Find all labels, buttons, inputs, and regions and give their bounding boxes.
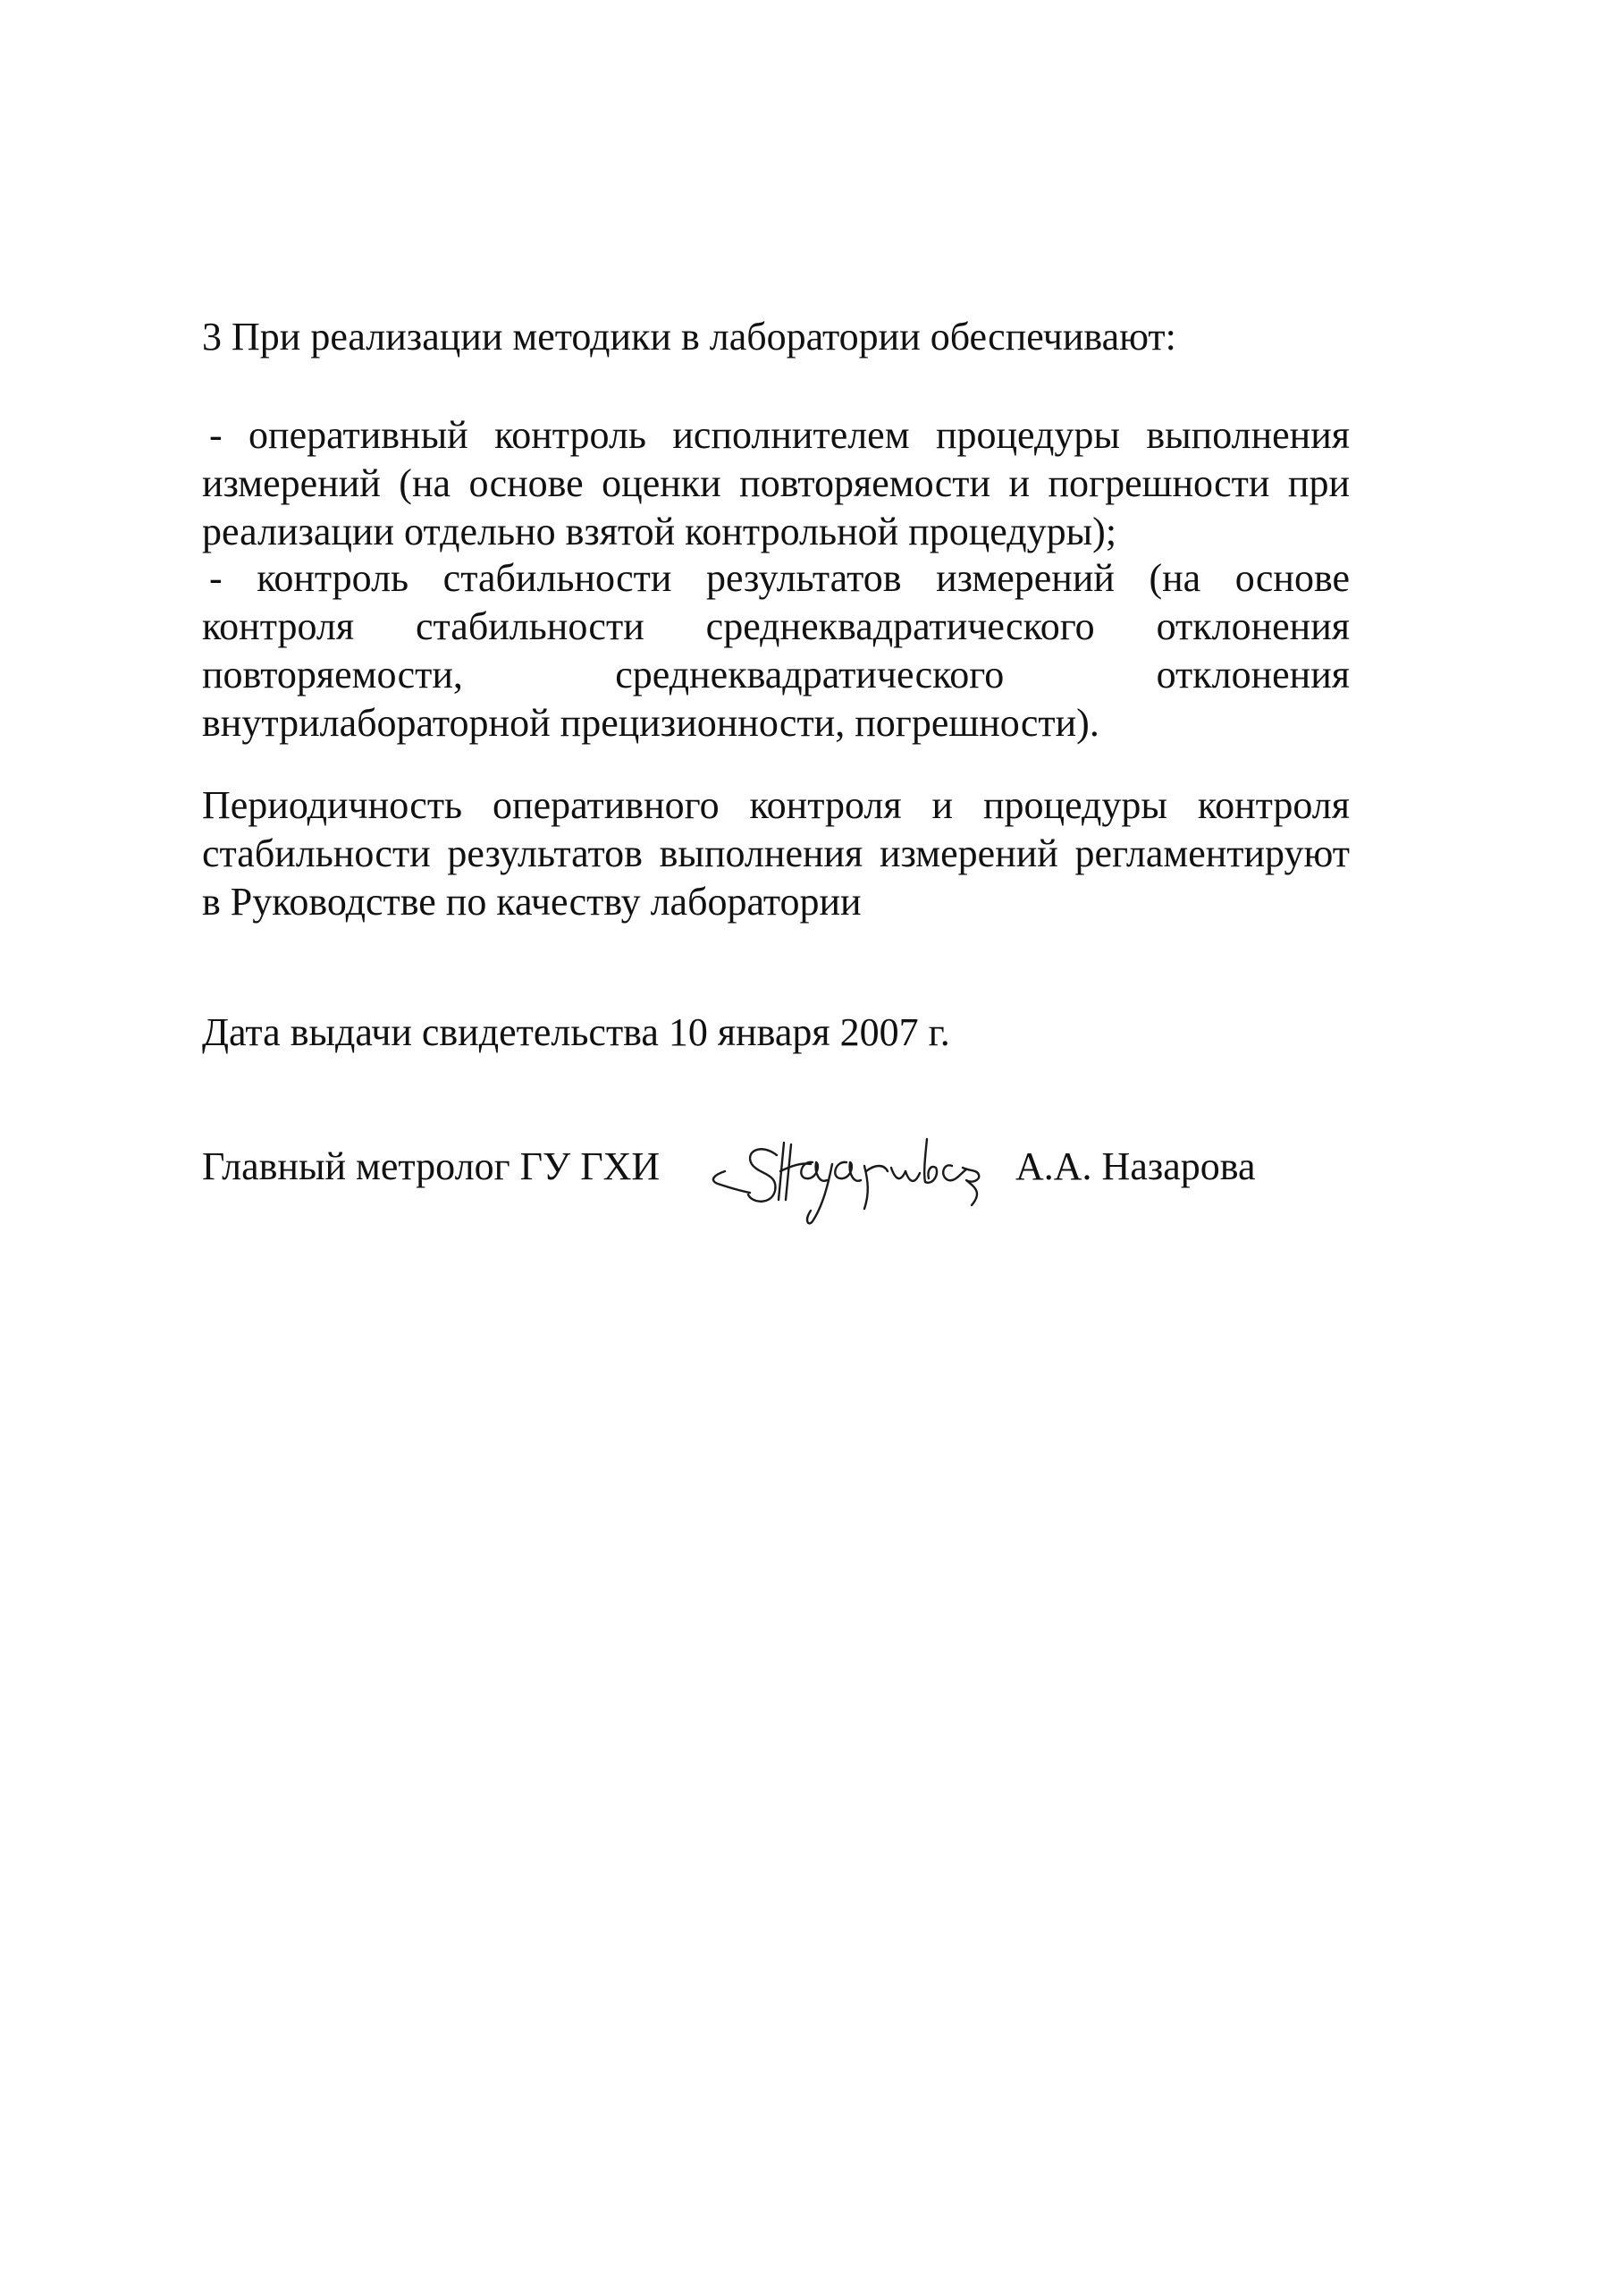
signature-block xyxy=(202,1143,1350,1241)
issue-date: Дата выдачи свидетельства 10 января 2007 г. xyxy=(202,1010,950,1054)
control-item-stability: - контроль стабильности результатов измерений (на основе контроля стабильности среднеквадратического отклонения повторяемости, среднеквадратического отклонения внутрилабораторной прецизионности, погрешности). xyxy=(202,556,1350,745)
control-item-operational: - оперативный контроль исполнителем процедуры выполнения измерений (на основе оценки повторяемости и погрешности при реализации отдельно взятой контрольной процедуры); xyxy=(202,413,1350,553)
signatory-title: Главный метролог ГУ ГХИ xyxy=(202,1144,661,1188)
section-heading: 3 При реализации методики в лаборатории обеспечивают: xyxy=(202,315,1176,359)
periodicity-paragraph: Периодичность оперативного контроля и процедуры контроля стабильности результатов выполнения измерений регламентируют в Руководстве по качеству лаборатории xyxy=(202,783,1350,924)
handwritten-signature xyxy=(698,1116,993,1241)
signatory-name: А.А. Назарова xyxy=(1015,1144,1256,1188)
